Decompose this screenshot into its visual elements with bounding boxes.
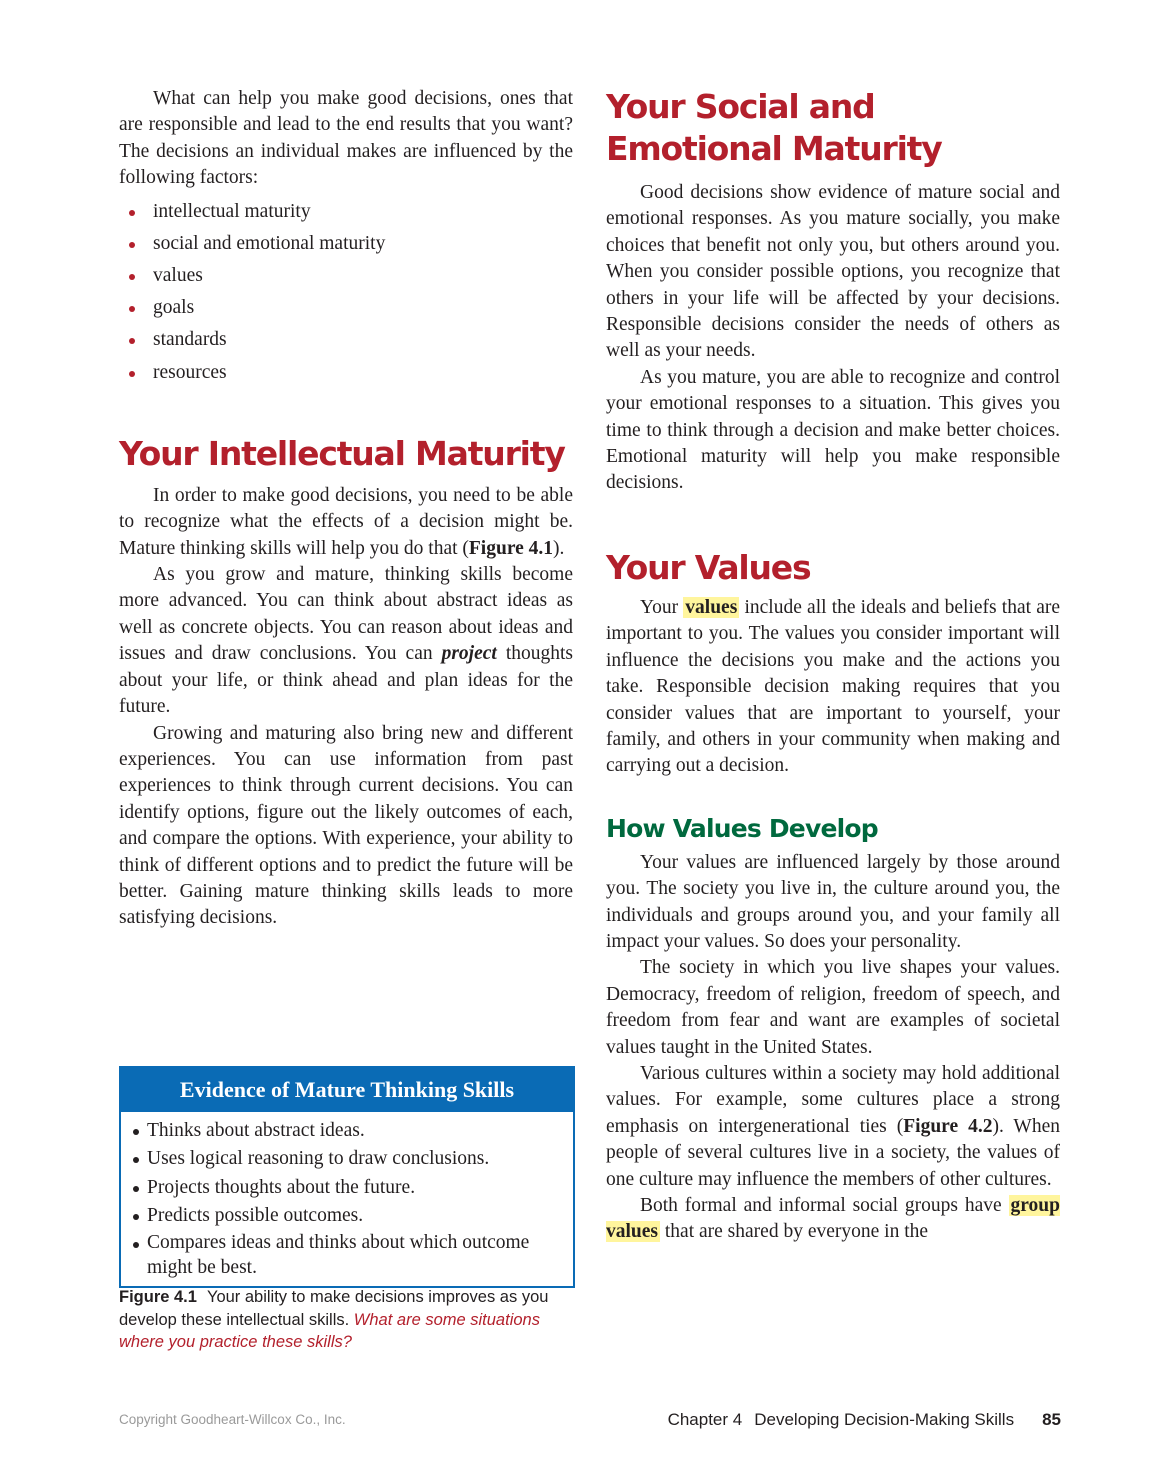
bullet-icon — [129, 242, 135, 248]
section-heading-intellectual: Your Intellectual Maturity — [119, 433, 565, 473]
key-term-highlight: group values — [606, 1195, 1060, 1243]
bullet-icon — [133, 1242, 139, 1248]
list-item: intellectual maturity — [119, 196, 573, 228]
figure-caption — [119, 1286, 569, 1354]
develop-paragraph-3: Various cultures within a society may hold additional values. For example, some cultures place a strong emphasis on intergenerational ties (Figure 4.2). When people of several cultures live in a society, the values of one culture may influence the members of other cultures. — [606, 1062, 1060, 1190]
right-column — [606, 86, 1060, 1246]
develop-paragraph-4: Both formal and informal social groups have group values that are shared by everyone in the — [606, 1195, 1060, 1243]
social-paragraph-1: Good decisions show evidence of mature social and emotional responses. As you mature socially, you make choices that benefit not only you, but others around you. When you consider possible options, you recognize that others in your life will be affected by your decisions. Responsible decisions consider the needs of others as well as your needs. — [606, 182, 1060, 362]
intellectual-paragraph-3: Growing and maturing also bring new and different experiences. You can use information from past experiences to think through current decisions. You can identify options, figure out the likely outcomes of each, and compare the options. With experience, your ability to think of different options and to predict the future will be better. Gaining mature thinking skills leads to more satisfying decisions. — [119, 722, 573, 929]
figure-reference: Figure 4.2 — [903, 1115, 993, 1137]
figure-list — [121, 1112, 573, 1286]
caption-text: Your ability to make decisions improves as you develop these intellectual skills. — [119, 1288, 549, 1329]
social-paragraph-2: As you mature, you are able to recognize and control your emotional responses to a situation. This gives you time to think through a decision and make better choices. Emotional maturity will help you make responsible decisions. — [606, 366, 1060, 494]
list-item: Compares ideas and thinks about which outcome might be best. — [121, 1230, 573, 1280]
key-term: project — [441, 643, 497, 665]
bullet-icon — [129, 210, 135, 216]
develop-paragraph-1: Your values are influenced largely by those around you. The society you live in, the culture around you, the individuals and groups around you, and your family all impact your values. So does your personality. — [606, 851, 1060, 952]
list-item: Predicts possible outcomes. — [121, 1202, 573, 1230]
bullet-icon — [129, 274, 135, 280]
bullet-icon — [129, 371, 135, 377]
copyright-notice: Copyright Goodheart-Willcox Co., Inc. — [119, 1412, 346, 1427]
running-footer — [668, 1410, 1061, 1430]
figure-title: Evidence of Mature Thinking Skills — [121, 1068, 573, 1112]
bullet-icon — [133, 1157, 139, 1163]
values-paragraph-1: Your values include all the ideals and beliefs that are important to you. The values you consider important will influence the decisions you make and the actions you take. Responsible decision making requires that you consider values that are important to yourself, your family, and others in your community when making and carrying out a decision. — [606, 596, 1061, 777]
bullet-icon — [133, 1129, 139, 1135]
factors-list — [119, 196, 573, 389]
list-item: values — [119, 260, 573, 292]
bullet-icon — [129, 338, 135, 344]
section-heading-values: Your Values — [606, 547, 811, 587]
chapter-title: Developing Decision-Making Skills — [754, 1410, 1015, 1429]
list-item: Projects thoughts about the future. — [121, 1174, 573, 1202]
subsection-heading-develop: How Values Develop — [606, 813, 878, 843]
page-number: 85 — [1042, 1410, 1061, 1429]
bullet-icon — [133, 1186, 139, 1192]
develop-paragraph-2: The society in which you live shapes your values. Democracy, freedom of religion, freedom of speech, and freedom from fear and want are examples of societal values taught in the United States. — [606, 957, 1060, 1058]
figure-4-1-box — [119, 1066, 575, 1288]
intellectual-paragraph-1: In order to make good decisions, you need to be able to recognize what the effects of a decision might be. Mature thinking skills will help you do that (Figure 4.1). — [119, 484, 573, 559]
intellectual-paragraph-2: As you grow and mature, thinking skills become more advanced. You can think about abstract ideas as well as concrete objects. You can reason about ideas and issues and draw conclusions. You can project thoughts about your life, or think ahead and plan ideas for the future. — [119, 564, 573, 718]
list-item: standards — [119, 324, 573, 356]
figure-reference: Figure 4.1 — [468, 537, 554, 559]
section-heading-social: Your Social and Emotional Maturity — [606, 87, 942, 168]
bullet-icon — [133, 1214, 139, 1220]
list-item: resources — [119, 357, 573, 389]
left-column — [119, 86, 573, 932]
chapter-label: Chapter 4 — [667, 1410, 743, 1429]
list-item: Thinks about abstract ideas. — [121, 1117, 573, 1145]
caption-question: What are some situations where you practice these skills? — [119, 1310, 540, 1351]
intro-paragraph: What can help you make good decisions, ones that are responsible and lead to the end results that you want? The decisions an individual makes are influenced by the following factors: — [119, 88, 573, 189]
list-item: Uses logical reasoning to draw conclusions. — [121, 1145, 573, 1173]
list-item: social and emotional maturity — [119, 228, 573, 260]
list-item: goals — [119, 292, 573, 324]
caption-label: Figure 4.1 — [119, 1288, 197, 1306]
key-term-highlight: values — [685, 596, 738, 618]
bullet-icon — [129, 306, 135, 312]
